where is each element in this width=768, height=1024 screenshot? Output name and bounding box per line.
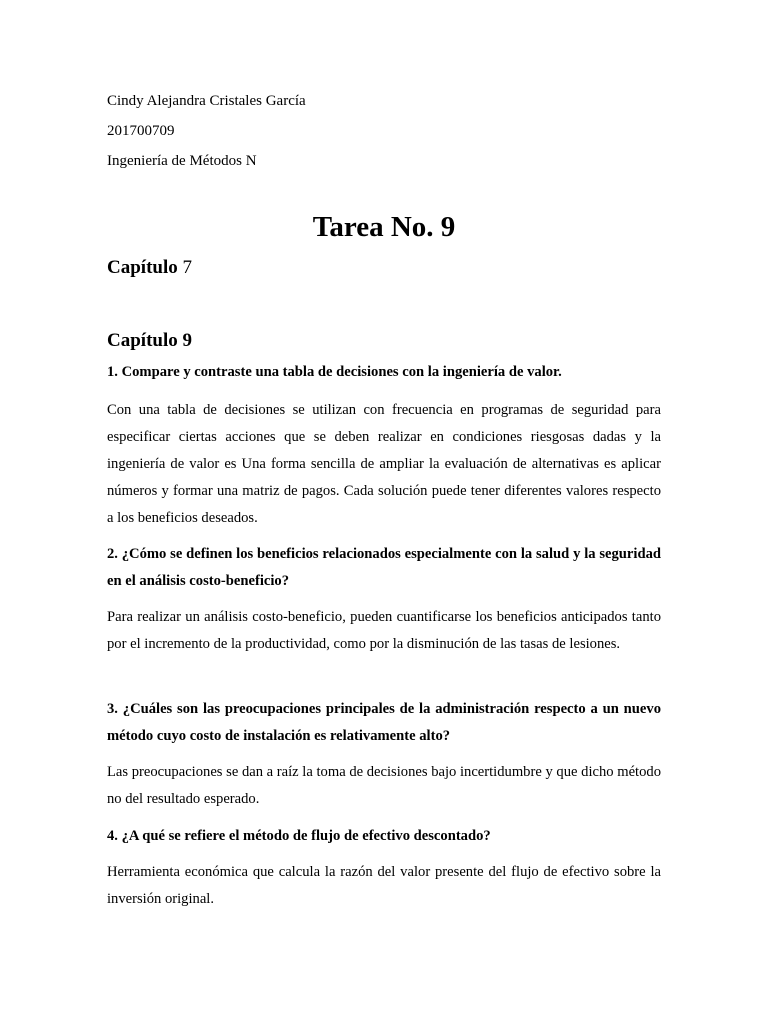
chapter-heading-9	[107, 329, 192, 353]
answer-2: Para realizar un análisis costo-beneficio, pueden cuantificarse los beneficios anticipados tanto por el incremento de la productividad, como por la disminución de las tasas de lesiones.	[107, 609, 661, 652]
student-id: 201700709	[107, 123, 175, 139]
page-title: Tarea No. 9	[312, 211, 456, 243]
question-1: 1. Compare y contraste una tabla de decisiones con la ingeniería de valor.	[107, 364, 562, 380]
answer-1: Con una tabla de decisiones se utilizan con frecuencia en programas de seguridad para especificar ciertas acciones que se deben realizar en condiciones riesgosas dadas y la ingeniería de valor es Una forma sencilla de ampliar la evaluación de alternativas es aplicar números y formar una matriz de pagos. Cada solución puede tener diferentes valores respecto a los beneficios deseados.	[107, 402, 661, 526]
question-2: 2. ¿Cómo se definen los beneficios relacionados especialmente con la salud y la seguridad en el análisis costo-beneficio?	[107, 546, 661, 589]
question-4: 4. ¿A qué se refiere el método de flujo de efectivo descontado?	[107, 828, 491, 844]
chapter-number: 7	[177, 257, 192, 278]
question-3: 3. ¿Cuáles son las preocupaciones principales de la administración respecto a un nuevo método cuyo costo de instalación es relativamente alto?	[107, 701, 661, 744]
chapter-label: Capítulo 9	[107, 330, 192, 351]
answer-4: Herramienta económica que calcula la razón del valor presente del flujo de efectivo sobre la inversión original.	[107, 864, 661, 907]
answer-3: Las preocupaciones se dan a raíz la toma de decisiones bajo incertidumbre y que dicho método no del resultado esperado.	[107, 764, 661, 807]
author-name: Cindy Alejandra Cristales García	[107, 93, 306, 109]
chapter-heading-7	[107, 256, 192, 280]
course-name: Ingeniería de Métodos N	[107, 153, 257, 169]
chapter-label: Capítulo	[107, 257, 178, 278]
